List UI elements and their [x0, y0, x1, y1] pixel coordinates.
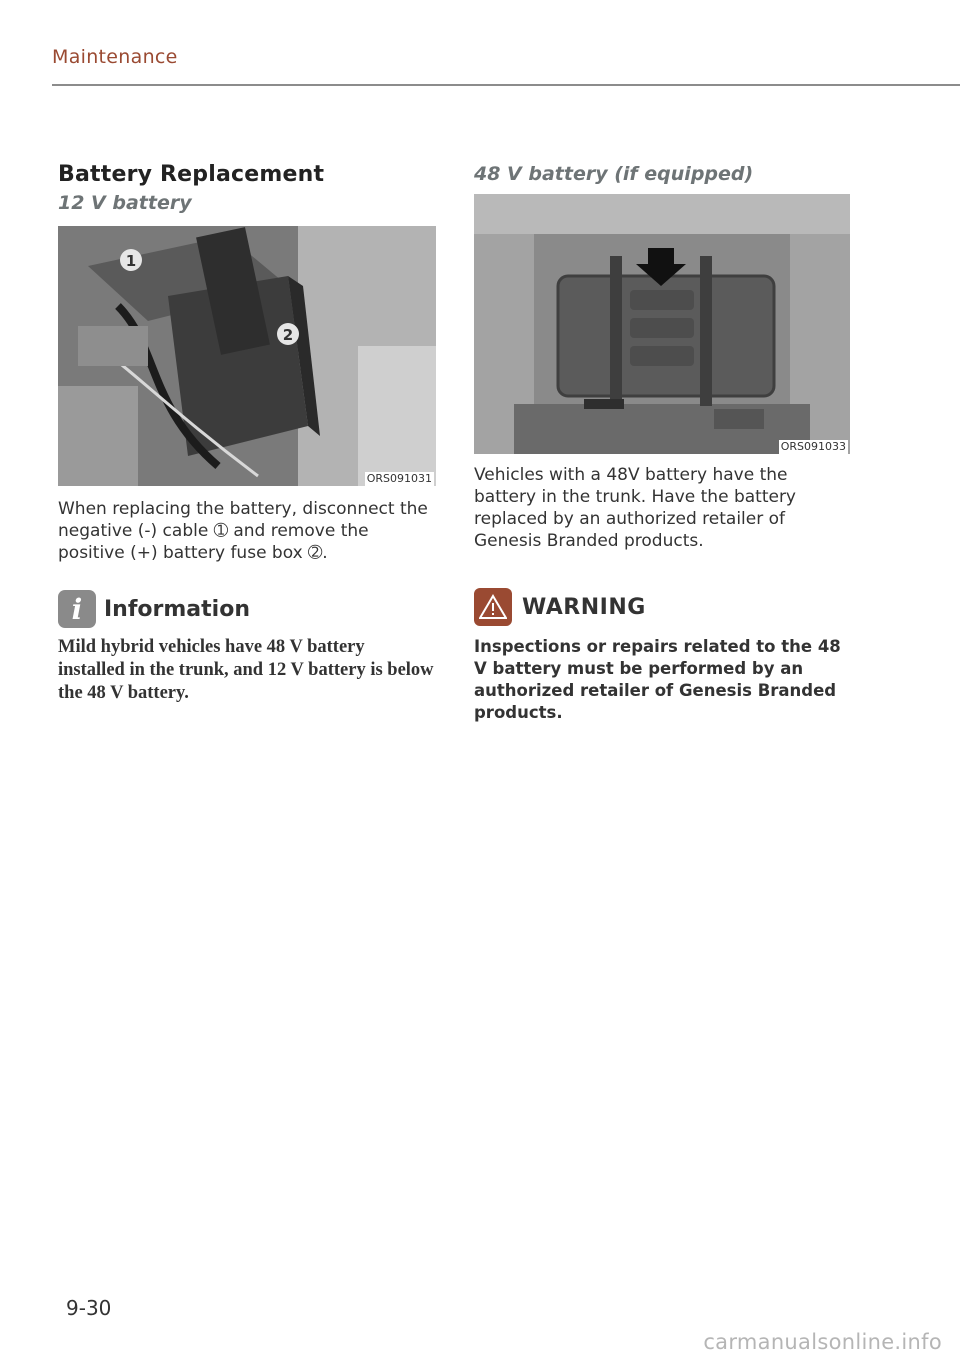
battery-48v-illustration	[474, 194, 850, 454]
section-title: Battery Replacement	[58, 162, 325, 187]
information-heading	[58, 590, 436, 628]
warning-text: Inspections or repairs related to the 48 V battery must be performed by an authorized retailer of Genesis Branded products.	[474, 637, 841, 722]
section-header: Maintenance	[52, 46, 178, 68]
callout-2-label: 2	[282, 326, 294, 344]
battery-48v-photo	[474, 194, 850, 454]
photo-code-48v: ORS091033	[780, 440, 846, 453]
watermark: carmanualsonline.info	[703, 1330, 942, 1354]
subsection-title-48v: 48 V battery (if equipped)	[474, 163, 754, 185]
information-text: Mild hybrid vehicles have 48 V battery installed in the trunk, and 12 V battery is below the 48 V battery.	[58, 637, 434, 703]
battery-12v-photo	[58, 226, 436, 486]
page-number: 9-30	[66, 1296, 112, 1320]
battery-48v-description: Vehicles with a 48V battery have the battery in the trunk. Have the battery replaced by an authorized retailer of Genesis Branded products.	[474, 465, 796, 551]
callout-1-label: 1	[125, 252, 137, 270]
warning-label: WARNING	[522, 594, 646, 620]
battery-12v-instructions: When replacing the battery, disconnect the negative (-) cable ➀ and remove the positive (+) battery fuse box ➁.	[58, 499, 428, 563]
info-icon: i	[58, 590, 96, 628]
right-column	[474, 160, 850, 724]
battery-12v-illustration	[58, 226, 436, 486]
information-label: Information	[104, 596, 250, 622]
warning-icon	[474, 588, 512, 626]
warning-heading	[474, 588, 850, 626]
left-column	[58, 160, 436, 705]
header-divider	[52, 84, 960, 86]
photo-code-12v: ORS091031	[366, 472, 432, 485]
subsection-title-12v: 12 V battery	[58, 192, 192, 214]
